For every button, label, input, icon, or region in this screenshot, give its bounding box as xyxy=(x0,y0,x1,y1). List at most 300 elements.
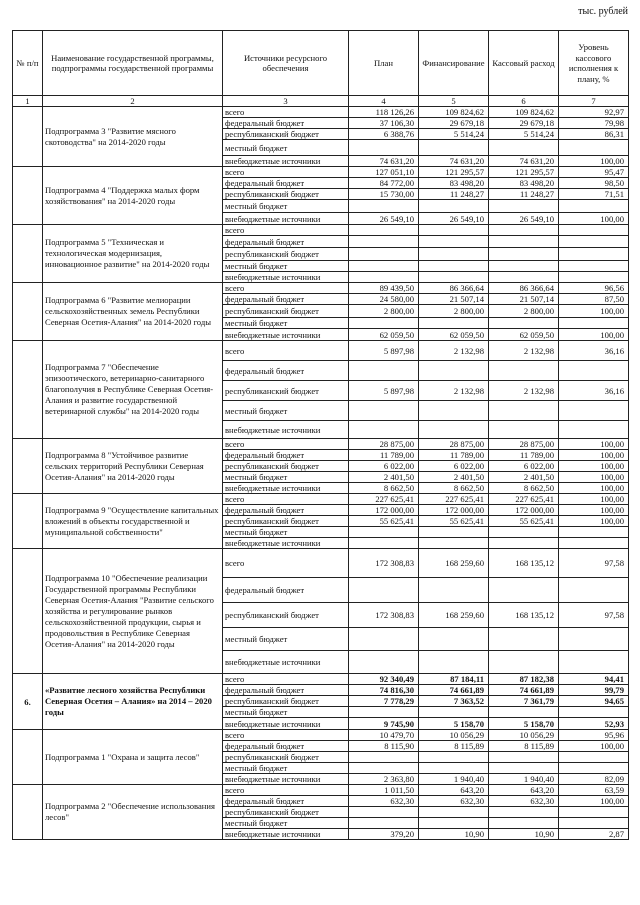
program-name: Подпрограмма 3 "Развитие мясного скотоводства" на 2014-2020 годы xyxy=(43,107,223,167)
plan-value xyxy=(349,752,419,763)
execution-percent: 97,58 xyxy=(559,549,629,578)
funding-source: местный бюджет xyxy=(223,318,349,329)
header-plan: План xyxy=(349,31,419,96)
funding-source: внебюджетные источники xyxy=(223,156,349,167)
unit-label: тыс. рублей xyxy=(578,6,628,17)
financing-value xyxy=(419,272,489,283)
financing-value: 11 248,27 xyxy=(419,189,489,200)
header-row xyxy=(13,31,629,96)
execution-percent: 100,00 xyxy=(559,516,629,527)
plan-value xyxy=(349,578,419,603)
cash-expense-value: 6 022,00 xyxy=(489,461,559,472)
execution-percent: 100,00 xyxy=(559,472,629,483)
funding-source: федеральный бюджет xyxy=(223,505,349,516)
execution-percent: 36,16 xyxy=(559,341,629,361)
funding-source: всего xyxy=(223,730,349,741)
cash-expense-value: 26 549,10 xyxy=(489,213,559,225)
table-row xyxy=(13,439,629,450)
cash-expense-value xyxy=(489,140,559,156)
financing-value: 6 022,00 xyxy=(419,461,489,472)
funding-source: федеральный бюджет xyxy=(223,118,349,129)
financing-value xyxy=(419,578,489,603)
row-number xyxy=(13,494,43,549)
execution-percent xyxy=(559,401,629,421)
execution-percent xyxy=(559,421,629,439)
financing-value: 1 940,40 xyxy=(419,774,489,785)
execution-percent: 100,00 xyxy=(559,483,629,494)
plan-value xyxy=(349,818,419,829)
execution-percent xyxy=(559,236,629,248)
column-number: 1 xyxy=(13,96,43,107)
cash-expense-value: 2 132,98 xyxy=(489,341,559,361)
funding-source: республиканский бюджет xyxy=(223,305,349,318)
header-financing: Финансирование xyxy=(419,31,489,96)
row-number xyxy=(13,341,43,439)
cash-expense-value: 10,90 xyxy=(489,829,559,840)
execution-percent: 94,41 xyxy=(559,674,629,685)
cash-expense-value: 62 059,50 xyxy=(489,329,559,341)
financing-value xyxy=(419,401,489,421)
cash-expense-value: 2 401,50 xyxy=(489,472,559,483)
execution-percent: 87,50 xyxy=(559,294,629,305)
table-row xyxy=(13,674,629,685)
table-row xyxy=(13,341,629,361)
execution-percent: 97,58 xyxy=(559,603,629,628)
plan-value: 632,30 xyxy=(349,796,419,807)
cash-expense-value xyxy=(489,361,559,381)
cash-expense-value: 121 295,57 xyxy=(489,167,559,178)
financing-value xyxy=(419,538,489,549)
funding-source: республиканский бюджет xyxy=(223,461,349,472)
plan-value: 6 022,00 xyxy=(349,461,419,472)
cash-expense-value xyxy=(489,578,559,603)
plan-value: 55 625,41 xyxy=(349,516,419,527)
cash-expense-value xyxy=(489,261,559,272)
funding-source: республиканский бюджет xyxy=(223,381,349,401)
funding-source: федеральный бюджет xyxy=(223,294,349,305)
program-name: Подпрограмма 5 "Техническая и технологическая модернизация, инновационное развитие" на 2014-2020 годы xyxy=(43,225,223,283)
plan-value xyxy=(349,248,419,261)
financing-value: 74 661,89 xyxy=(419,685,489,696)
financing-value: 2 132,98 xyxy=(419,341,489,361)
funding-source: федеральный бюджет xyxy=(223,685,349,696)
financing-value: 86 366,64 xyxy=(419,283,489,294)
financing-value: 29 679,18 xyxy=(419,118,489,129)
table-row xyxy=(13,283,629,294)
funding-source: федеральный бюджет xyxy=(223,178,349,189)
plan-value: 172 000,00 xyxy=(349,505,419,516)
budget-execution-table xyxy=(12,30,629,840)
cash-expense-value: 168 135,12 xyxy=(489,549,559,578)
funding-source: внебюджетные источники xyxy=(223,213,349,225)
financing-value xyxy=(419,248,489,261)
execution-percent: 100,00 xyxy=(559,450,629,461)
program-name: Подпрограмма 7 "Обеспечение эпизоотического, ветеринарно-санитарного благополучия в Республике Северная Осетия-Алания и развитие государственной ветеринарной службы" на 2014-2020 годы xyxy=(43,341,223,439)
cash-expense-value: 29 679,18 xyxy=(489,118,559,129)
plan-value xyxy=(349,807,419,818)
execution-percent xyxy=(559,140,629,156)
table-body xyxy=(13,107,629,840)
funding-source: федеральный бюджет xyxy=(223,450,349,461)
financing-value xyxy=(419,818,489,829)
execution-percent: 71,51 xyxy=(559,189,629,200)
financing-value: 21 507,14 xyxy=(419,294,489,305)
execution-percent: 86,31 xyxy=(559,129,629,140)
funding-source: местный бюджет xyxy=(223,527,349,538)
financing-value: 121 295,57 xyxy=(419,167,489,178)
funding-source: внебюджетные источники xyxy=(223,774,349,785)
cash-expense-value: 643,20 xyxy=(489,785,559,796)
table-row xyxy=(13,167,629,178)
plan-value xyxy=(349,200,419,213)
execution-percent: 79,98 xyxy=(559,118,629,129)
cash-expense-value: 109 824,62 xyxy=(489,107,559,118)
cash-expense-value: 7 361,79 xyxy=(489,696,559,707)
financing-value: 83 498,20 xyxy=(419,178,489,189)
financing-value: 5 514,24 xyxy=(419,129,489,140)
execution-percent: 100,00 xyxy=(559,796,629,807)
execution-percent xyxy=(559,807,629,818)
financing-value: 62 059,50 xyxy=(419,329,489,341)
execution-percent: 96,56 xyxy=(559,283,629,294)
execution-percent: 100,00 xyxy=(559,505,629,516)
funding-source: внебюджетные источники xyxy=(223,718,349,730)
plan-value: 172 308,83 xyxy=(349,549,419,578)
funding-source: всего xyxy=(223,785,349,796)
funding-source: внебюджетные источники xyxy=(223,272,349,283)
cash-expense-value xyxy=(489,225,559,236)
execution-percent: 100,00 xyxy=(559,156,629,167)
cash-expense-value: 87 182,38 xyxy=(489,674,559,685)
row-number xyxy=(13,107,43,167)
funding-source: всего xyxy=(223,549,349,578)
cash-expense-value xyxy=(489,401,559,421)
plan-value: 24 580,00 xyxy=(349,294,419,305)
plan-value: 7 778,29 xyxy=(349,696,419,707)
financing-value: 87 184,11 xyxy=(419,674,489,685)
plan-value: 74 631,20 xyxy=(349,156,419,167)
row-number xyxy=(13,167,43,225)
execution-percent xyxy=(559,578,629,603)
funding-source: местный бюджет xyxy=(223,818,349,829)
funding-source: местный бюджет xyxy=(223,763,349,774)
plan-value: 89 439,50 xyxy=(349,283,419,294)
financing-value xyxy=(419,261,489,272)
cash-expense-value xyxy=(489,236,559,248)
execution-percent xyxy=(559,628,629,651)
financing-value: 632,30 xyxy=(419,796,489,807)
financing-value: 55 625,41 xyxy=(419,516,489,527)
execution-percent xyxy=(559,225,629,236)
plan-value xyxy=(349,421,419,439)
plan-value: 5 897,98 xyxy=(349,341,419,361)
execution-percent: 100,00 xyxy=(559,329,629,341)
funding-source: всего xyxy=(223,107,349,118)
cash-expense-value: 10 056,29 xyxy=(489,730,559,741)
funding-source: республиканский бюджет xyxy=(223,248,349,261)
plan-value: 28 875,00 xyxy=(349,439,419,450)
execution-percent xyxy=(559,527,629,538)
funding-source: федеральный бюджет xyxy=(223,236,349,248)
financing-value: 11 789,00 xyxy=(419,450,489,461)
program-name: Подпрограмма 2 "Обеспечение использования лесов" xyxy=(43,785,223,840)
plan-value: 15 730,00 xyxy=(349,189,419,200)
funding-source: республиканский бюджет xyxy=(223,696,349,707)
header-no: № п/п xyxy=(13,31,43,96)
financing-value: 10 056,29 xyxy=(419,730,489,741)
financing-value xyxy=(419,807,489,818)
row-number xyxy=(13,549,43,674)
financing-value: 109 824,62 xyxy=(419,107,489,118)
cash-expense-value: 11 789,00 xyxy=(489,450,559,461)
execution-percent xyxy=(559,651,629,674)
cash-expense-value: 28 875,00 xyxy=(489,439,559,450)
funding-source: внебюджетные источники xyxy=(223,329,349,341)
funding-source: федеральный бюджет xyxy=(223,741,349,752)
funding-source: республиканский бюджет xyxy=(223,129,349,140)
funding-source: местный бюджет xyxy=(223,200,349,213)
plan-value: 118 126,26 xyxy=(349,107,419,118)
execution-percent: 100,00 xyxy=(559,494,629,505)
column-number: 6 xyxy=(489,96,559,107)
plan-value xyxy=(349,140,419,156)
execution-percent: 100,00 xyxy=(559,461,629,472)
row-number xyxy=(13,730,43,785)
plan-value: 8 662,50 xyxy=(349,483,419,494)
funding-source: республиканский бюджет xyxy=(223,516,349,527)
funding-source: внебюджетные источники xyxy=(223,483,349,494)
column-number-row xyxy=(13,96,629,107)
plan-value: 92 340,49 xyxy=(349,674,419,685)
cash-expense-value xyxy=(489,421,559,439)
financing-value xyxy=(419,527,489,538)
row-number xyxy=(13,225,43,283)
table-row xyxy=(13,785,629,796)
plan-value: 37 106,30 xyxy=(349,118,419,129)
cash-expense-value: 172 000,00 xyxy=(489,505,559,516)
cash-expense-value xyxy=(489,318,559,329)
execution-percent xyxy=(559,200,629,213)
column-number: 5 xyxy=(419,96,489,107)
execution-percent: 2,87 xyxy=(559,829,629,840)
cash-expense-value xyxy=(489,200,559,213)
cash-expense-value: 55 625,41 xyxy=(489,516,559,527)
financing-value xyxy=(419,140,489,156)
execution-percent: 98,50 xyxy=(559,178,629,189)
cash-expense-value xyxy=(489,763,559,774)
plan-value xyxy=(349,628,419,651)
plan-value: 10 479,70 xyxy=(349,730,419,741)
execution-percent: 100,00 xyxy=(559,213,629,225)
execution-percent xyxy=(559,361,629,381)
cash-expense-value xyxy=(489,807,559,818)
execution-percent xyxy=(559,261,629,272)
funding-source: всего xyxy=(223,167,349,178)
funding-source: местный бюджет xyxy=(223,401,349,421)
execution-percent: 63,59 xyxy=(559,785,629,796)
financing-value: 74 631,20 xyxy=(419,156,489,167)
execution-percent: 100,00 xyxy=(559,741,629,752)
funding-source: федеральный бюджет xyxy=(223,796,349,807)
program-name: Подпрограмма 8 "Устойчивое развитие сельских территорий Республики Северная Осетия-Алания" на 2014-2020 годы xyxy=(43,439,223,494)
financing-value xyxy=(419,763,489,774)
plan-value: 74 816,30 xyxy=(349,685,419,696)
header-source: Источники ресурсного обеспечения xyxy=(223,31,349,96)
funding-source: внебюджетные источники xyxy=(223,538,349,549)
row-number xyxy=(13,439,43,494)
financing-value: 227 625,41 xyxy=(419,494,489,505)
plan-value xyxy=(349,651,419,674)
execution-percent xyxy=(559,818,629,829)
financing-value: 8 662,50 xyxy=(419,483,489,494)
cash-expense-value: 8 115,89 xyxy=(489,741,559,752)
funding-source: местный бюджет xyxy=(223,628,349,651)
execution-percent: 94,65 xyxy=(559,696,629,707)
financing-value xyxy=(419,651,489,674)
cash-expense-value xyxy=(489,538,559,549)
execution-percent xyxy=(559,248,629,261)
execution-percent xyxy=(559,318,629,329)
plan-value: 6 388,76 xyxy=(349,129,419,140)
plan-value xyxy=(349,707,419,718)
financing-value: 8 115,89 xyxy=(419,741,489,752)
plan-value: 11 789,00 xyxy=(349,450,419,461)
funding-source: республиканский бюджет xyxy=(223,752,349,763)
execution-percent: 100,00 xyxy=(559,439,629,450)
plan-value: 2 800,00 xyxy=(349,305,419,318)
financing-value: 28 875,00 xyxy=(419,439,489,450)
execution-percent xyxy=(559,538,629,549)
financing-value: 168 259,60 xyxy=(419,603,489,628)
program-name: Подпрограмма 6 "Развитие мелиорации сельскохозяйственных земель Республики Северная Осетия-Алания" на 2014-2020 годы xyxy=(43,283,223,341)
plan-value xyxy=(349,261,419,272)
financing-value xyxy=(419,236,489,248)
row-number: 6. xyxy=(13,674,43,730)
cash-expense-value xyxy=(489,628,559,651)
table-row xyxy=(13,225,629,236)
funding-source: местный бюджет xyxy=(223,140,349,156)
row-number xyxy=(13,785,43,840)
financing-value: 26 549,10 xyxy=(419,213,489,225)
funding-source: федеральный бюджет xyxy=(223,578,349,603)
cash-expense-value: 74 631,20 xyxy=(489,156,559,167)
cash-expense-value: 2 800,00 xyxy=(489,305,559,318)
plan-value xyxy=(349,272,419,283)
plan-value: 172 308,83 xyxy=(349,603,419,628)
cash-expense-value: 11 248,27 xyxy=(489,189,559,200)
execution-percent xyxy=(559,272,629,283)
program-name: Подпрограмма 10 "Обеспечение реализации Государственной программы Республики Северная Осетия-Алания "Развитие сельского хозяйства и регулирование рынков сельскохозяйственной продукции, сырья и продовольствия в Республике Северная Осетия-Алания" на 2014-2020 годы xyxy=(43,549,223,674)
program-name: Подпрограмма 9 "Осуществление капитальных вложений в объекты государственной и муниципальной собственности" xyxy=(43,494,223,549)
funding-source: местный бюджет xyxy=(223,472,349,483)
funding-source: всего xyxy=(223,341,349,361)
execution-percent: 99,79 xyxy=(559,685,629,696)
plan-value xyxy=(349,538,419,549)
plan-value xyxy=(349,225,419,236)
cash-expense-value xyxy=(489,248,559,261)
table-row xyxy=(13,107,629,118)
financing-value xyxy=(419,628,489,651)
cash-expense-value: 5 158,70 xyxy=(489,718,559,730)
program-name: Подпрограмма 4 "Поддержка малых форм хозяйствования" на 2014-2020 годы xyxy=(43,167,223,225)
funding-source: всего xyxy=(223,225,349,236)
execution-percent xyxy=(559,707,629,718)
plan-value: 62 059,50 xyxy=(349,329,419,341)
plan-value xyxy=(349,236,419,248)
plan-value xyxy=(349,318,419,329)
plan-value: 2 363,80 xyxy=(349,774,419,785)
financing-value xyxy=(419,361,489,381)
execution-percent: 92,97 xyxy=(559,107,629,118)
funding-source: всего xyxy=(223,674,349,685)
funding-source: внебюджетные источники xyxy=(223,829,349,840)
execution-percent: 95,96 xyxy=(559,730,629,741)
plan-value: 26 549,10 xyxy=(349,213,419,225)
financing-value: 2 132,98 xyxy=(419,381,489,401)
funding-source: местный бюджет xyxy=(223,261,349,272)
financing-value: 643,20 xyxy=(419,785,489,796)
plan-value: 2 401,50 xyxy=(349,472,419,483)
program-name: «Развитие лесного хозяйства Республики Северная Осетия – Алания» на 2014 – 2020 годы xyxy=(43,674,223,730)
financing-value xyxy=(419,707,489,718)
execution-percent: 36,16 xyxy=(559,381,629,401)
header-execution-level: Уровень кассового исполнения к плану, % xyxy=(559,31,629,96)
financing-value: 7 363,52 xyxy=(419,696,489,707)
cash-expense-value: 86 366,64 xyxy=(489,283,559,294)
plan-value xyxy=(349,361,419,381)
financing-value xyxy=(419,225,489,236)
funding-source: республиканский бюджет xyxy=(223,807,349,818)
plan-value: 5 897,98 xyxy=(349,381,419,401)
financing-value: 168 259,60 xyxy=(419,549,489,578)
column-number: 3 xyxy=(223,96,349,107)
cash-expense-value xyxy=(489,527,559,538)
cash-expense-value: 83 498,20 xyxy=(489,178,559,189)
funding-source: федеральный бюджет xyxy=(223,361,349,381)
execution-percent: 100,00 xyxy=(559,305,629,318)
execution-percent xyxy=(559,752,629,763)
plan-value: 84 772,00 xyxy=(349,178,419,189)
cash-expense-value xyxy=(489,707,559,718)
plan-value: 1 011,50 xyxy=(349,785,419,796)
funding-source: всего xyxy=(223,439,349,450)
cash-expense-value: 21 507,14 xyxy=(489,294,559,305)
cash-expense-value xyxy=(489,752,559,763)
funding-source: внебюджетные источники xyxy=(223,651,349,674)
cash-expense-value: 168 135,12 xyxy=(489,603,559,628)
financing-value: 10,90 xyxy=(419,829,489,840)
table-row xyxy=(13,730,629,741)
execution-percent: 82,09 xyxy=(559,774,629,785)
column-number: 2 xyxy=(43,96,223,107)
cash-expense-value: 8 662,50 xyxy=(489,483,559,494)
funding-source: всего xyxy=(223,283,349,294)
header-cash-expense: Кассовый расход xyxy=(489,31,559,96)
execution-percent: 95,47 xyxy=(559,167,629,178)
financing-value xyxy=(419,318,489,329)
table-row xyxy=(13,494,629,505)
row-number xyxy=(13,283,43,341)
financing-value: 172 000,00 xyxy=(419,505,489,516)
plan-value: 227 625,41 xyxy=(349,494,419,505)
cash-expense-value: 1 940,40 xyxy=(489,774,559,785)
plan-value xyxy=(349,527,419,538)
cash-expense-value xyxy=(489,651,559,674)
cash-expense-value: 5 514,24 xyxy=(489,129,559,140)
execution-percent xyxy=(559,763,629,774)
cash-expense-value: 74 661,89 xyxy=(489,685,559,696)
funding-source: местный бюджет xyxy=(223,707,349,718)
